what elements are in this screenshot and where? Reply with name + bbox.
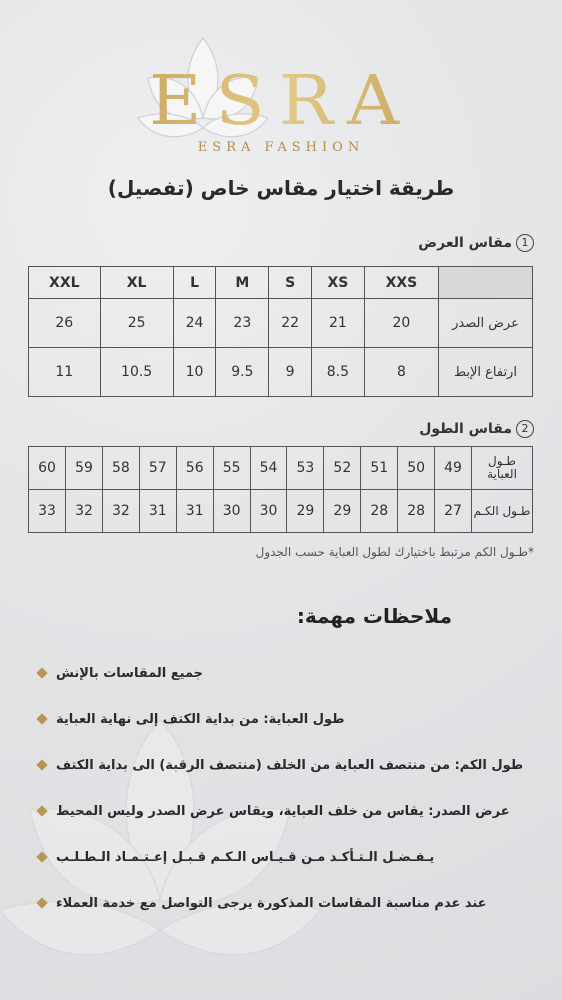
table-cell: 26 xyxy=(29,299,101,348)
note-text: جميع المقاسات بالإنش xyxy=(56,665,204,681)
table-cell: 49 xyxy=(435,447,472,490)
diamond-bullet-icon xyxy=(36,851,47,862)
table-cell: 56 xyxy=(176,447,213,490)
size-header: M xyxy=(216,267,269,299)
length-section-label: مقاس الطول xyxy=(419,421,512,437)
table-cell: 60 xyxy=(29,447,66,490)
list-item xyxy=(34,788,534,834)
diamond-bullet-icon xyxy=(36,897,47,908)
table-cell: 31 xyxy=(139,490,176,533)
list-item xyxy=(34,696,534,742)
table-cell: 50 xyxy=(398,447,435,490)
size-header: S xyxy=(269,267,312,299)
section-number-1: 1 xyxy=(516,234,534,252)
section-number-2: 2 xyxy=(516,420,534,438)
table-cell: 21 xyxy=(311,299,364,348)
table-cell: 20 xyxy=(364,299,438,348)
table-cell: 25 xyxy=(100,299,173,348)
width-section-heading xyxy=(418,234,534,252)
page-title: طريقة اختيار مقاس خاص (تفصيل) xyxy=(107,176,455,200)
table-cell: 28 xyxy=(398,490,435,533)
table-cell: 28 xyxy=(361,490,398,533)
diamond-bullet-icon xyxy=(36,805,47,816)
brand-logo-mark: ESRA xyxy=(0,66,562,134)
note-text: يـفـضـل الـتـأكـد مـن قـيـاس الـكـم قـبـل إعـتـمـاد الـطـلـب xyxy=(56,849,435,865)
table-cell: 27 xyxy=(435,490,472,533)
width-size-table xyxy=(28,266,533,397)
width-section-label: مقاس العرض xyxy=(418,235,512,251)
row-label-abaya-length: طـول العباية xyxy=(472,447,533,490)
list-item xyxy=(34,880,534,926)
table-cell: 32 xyxy=(66,490,103,533)
size-header: XS xyxy=(311,267,364,299)
size-header: XXS xyxy=(364,267,438,299)
table-cell: 51 xyxy=(361,447,398,490)
list-item xyxy=(34,742,534,788)
note-text: طول العباية: من بداية الكتف إلى نهاية العباية xyxy=(56,711,345,727)
row-label-sleeve-length: طـول الكـم xyxy=(472,490,533,533)
size-header: XL xyxy=(100,267,173,299)
table-cell: 22 xyxy=(269,299,312,348)
size-header: XXL xyxy=(29,267,101,299)
list-item xyxy=(34,834,534,880)
table-row xyxy=(29,490,533,533)
table-cell: 57 xyxy=(139,447,176,490)
brand-subtitle: ESRA FASHION xyxy=(197,140,365,155)
table-cell: 11 xyxy=(29,348,101,397)
notes-list xyxy=(34,650,534,926)
table-cell: 29 xyxy=(324,490,361,533)
brand-logo xyxy=(0,60,562,140)
row-label-chest-width: عرض الصدر xyxy=(439,299,533,348)
table-cell: 52 xyxy=(324,447,361,490)
table-cell: 30 xyxy=(250,490,287,533)
table-cell: 30 xyxy=(213,490,250,533)
table-cell: 29 xyxy=(287,490,324,533)
size-header: L xyxy=(173,267,216,299)
table-cell: 8 xyxy=(364,348,438,397)
list-item xyxy=(34,650,534,696)
note-text: طول الكم: من منتصف العباية من الخلف (منتصف الرقبة) الى بداية الكتف xyxy=(56,757,524,773)
table-cell: 53 xyxy=(287,447,324,490)
table-header-row xyxy=(29,267,533,299)
diamond-bullet-icon xyxy=(36,759,47,770)
length-size-table xyxy=(28,446,533,533)
table-cell: 54 xyxy=(250,447,287,490)
table-corner-cell xyxy=(439,267,533,299)
table-cell: 59 xyxy=(66,447,103,490)
note-text: عند عدم مناسبة المقاسات المذكورة يرجى التواصل مع خدمة العملاء xyxy=(56,895,487,911)
table-cell: 23 xyxy=(216,299,269,348)
table-cell: 55 xyxy=(213,447,250,490)
table-cell: 32 xyxy=(102,490,139,533)
note-text: عرض الصدر: يقاس من خلف العباية، ويقاس عرض الصدر وليس المحيط xyxy=(56,803,510,819)
table-cell: 9.5 xyxy=(216,348,269,397)
table-row xyxy=(29,447,533,490)
table-cell: 31 xyxy=(176,490,213,533)
table-row xyxy=(29,299,533,348)
table-cell: 8.5 xyxy=(311,348,364,397)
notes-title: ملاحظات مهمة: xyxy=(296,604,452,628)
table-cell: 10 xyxy=(173,348,216,397)
table-row xyxy=(29,348,533,397)
diamond-bullet-icon xyxy=(36,667,47,678)
table-cell: 10.5 xyxy=(100,348,173,397)
row-label-armpit-height: ارتفاع الإبط xyxy=(439,348,533,397)
length-section-heading xyxy=(419,420,534,438)
sleeve-footnote: *طـول الكم مرتبط باختيارك لطول العباية حسب الجدول xyxy=(255,545,534,559)
table-cell: 58 xyxy=(102,447,139,490)
table-cell: 24 xyxy=(173,299,216,348)
diamond-bullet-icon xyxy=(36,713,47,724)
table-cell: 33 xyxy=(29,490,66,533)
table-cell: 9 xyxy=(269,348,312,397)
